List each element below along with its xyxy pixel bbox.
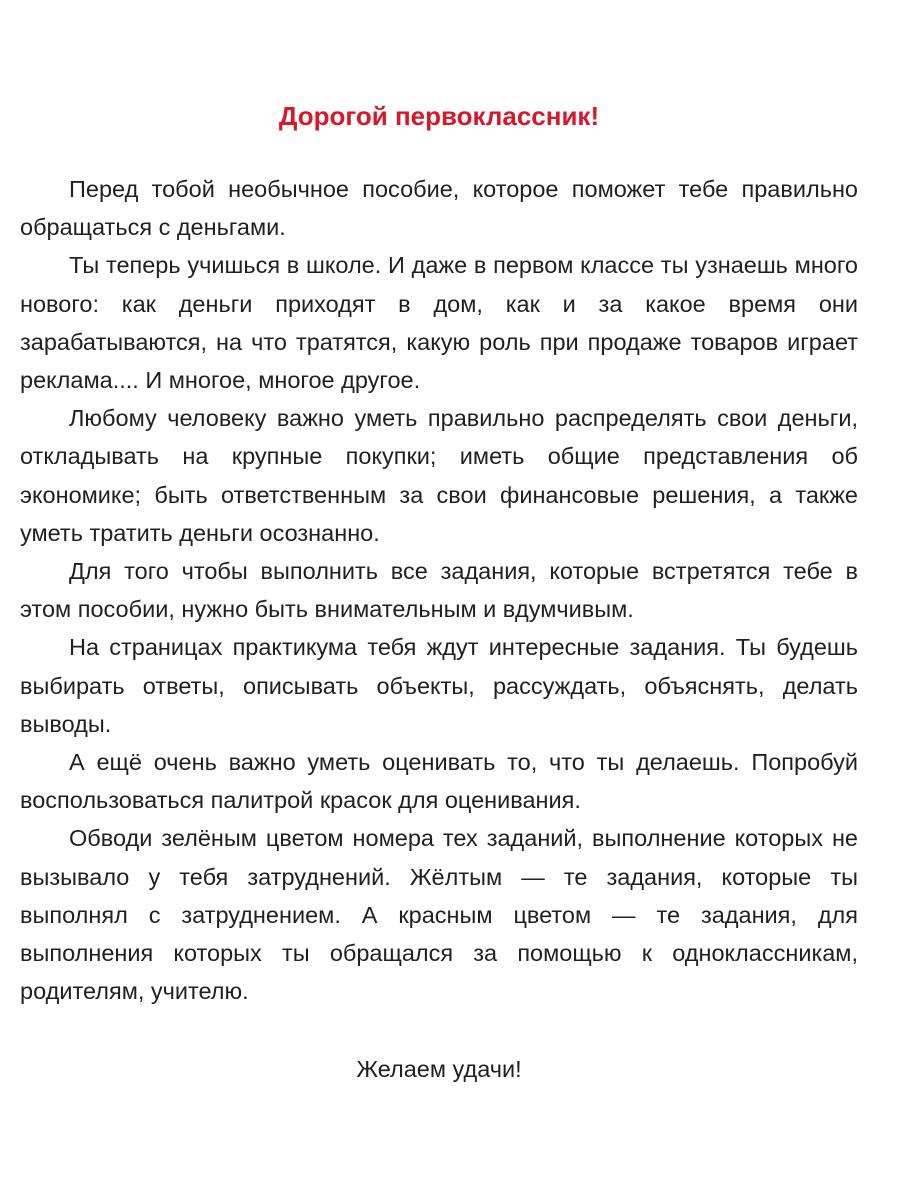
page-title: Дорогой первоклассник! [278, 101, 600, 131]
paragraph: А ещё очень важно уметь оценивать то, что ты делаешь. Попробуй воспользоваться палитрой красок для оценивания. [20, 749, 858, 814]
paragraph: Любому человеку важно уметь правильно распределять свои деньги, откладывать на крупные покупки; иметь общие представления об экономике; быть ответственным за свои финансовые решения, а также уметь тратить деньги осознанно. [20, 405, 858, 546]
paragraph: На страницах практикума тебя ждут интересные задания. Ты будешь выбирать ответы, описывать объекты, рассуждать, объяснять, делать выводы. [20, 634, 858, 737]
paragraph: Для того чтобы выполнить все задания, которые встретятся тебе в этом пособии, нужно быть внимательным и вдумчивым. [20, 558, 858, 623]
paragraph: Обводи зелёным цветом номера тех заданий, выполнение которых не вызывало у тебя затруднений. Жёлтым — те задания, которые ты выполнял с затруднением. А красным цветом — те задания, для выполнения которых ты обращался за помощью к одноклассникам, родителям, учителю. [20, 825, 858, 1005]
paragraph: Перед тобой необычное пособие, которое поможет тебе правильно обращаться с деньгами. [20, 176, 858, 241]
paragraph: Ты теперь учишься в школе. И даже в первом классе ты узнаешь много нового: как деньги приходят в дом, как и за какое время они зарабатываются, на что тратятся, какую роль при продаже товаров играет реклама.... И многое, многое другое. [20, 252, 858, 394]
document-page [20, 0, 858, 1200]
intro-text [20, 170, 858, 1010]
closing-wish: Желаем удачи! [356, 1056, 522, 1082]
